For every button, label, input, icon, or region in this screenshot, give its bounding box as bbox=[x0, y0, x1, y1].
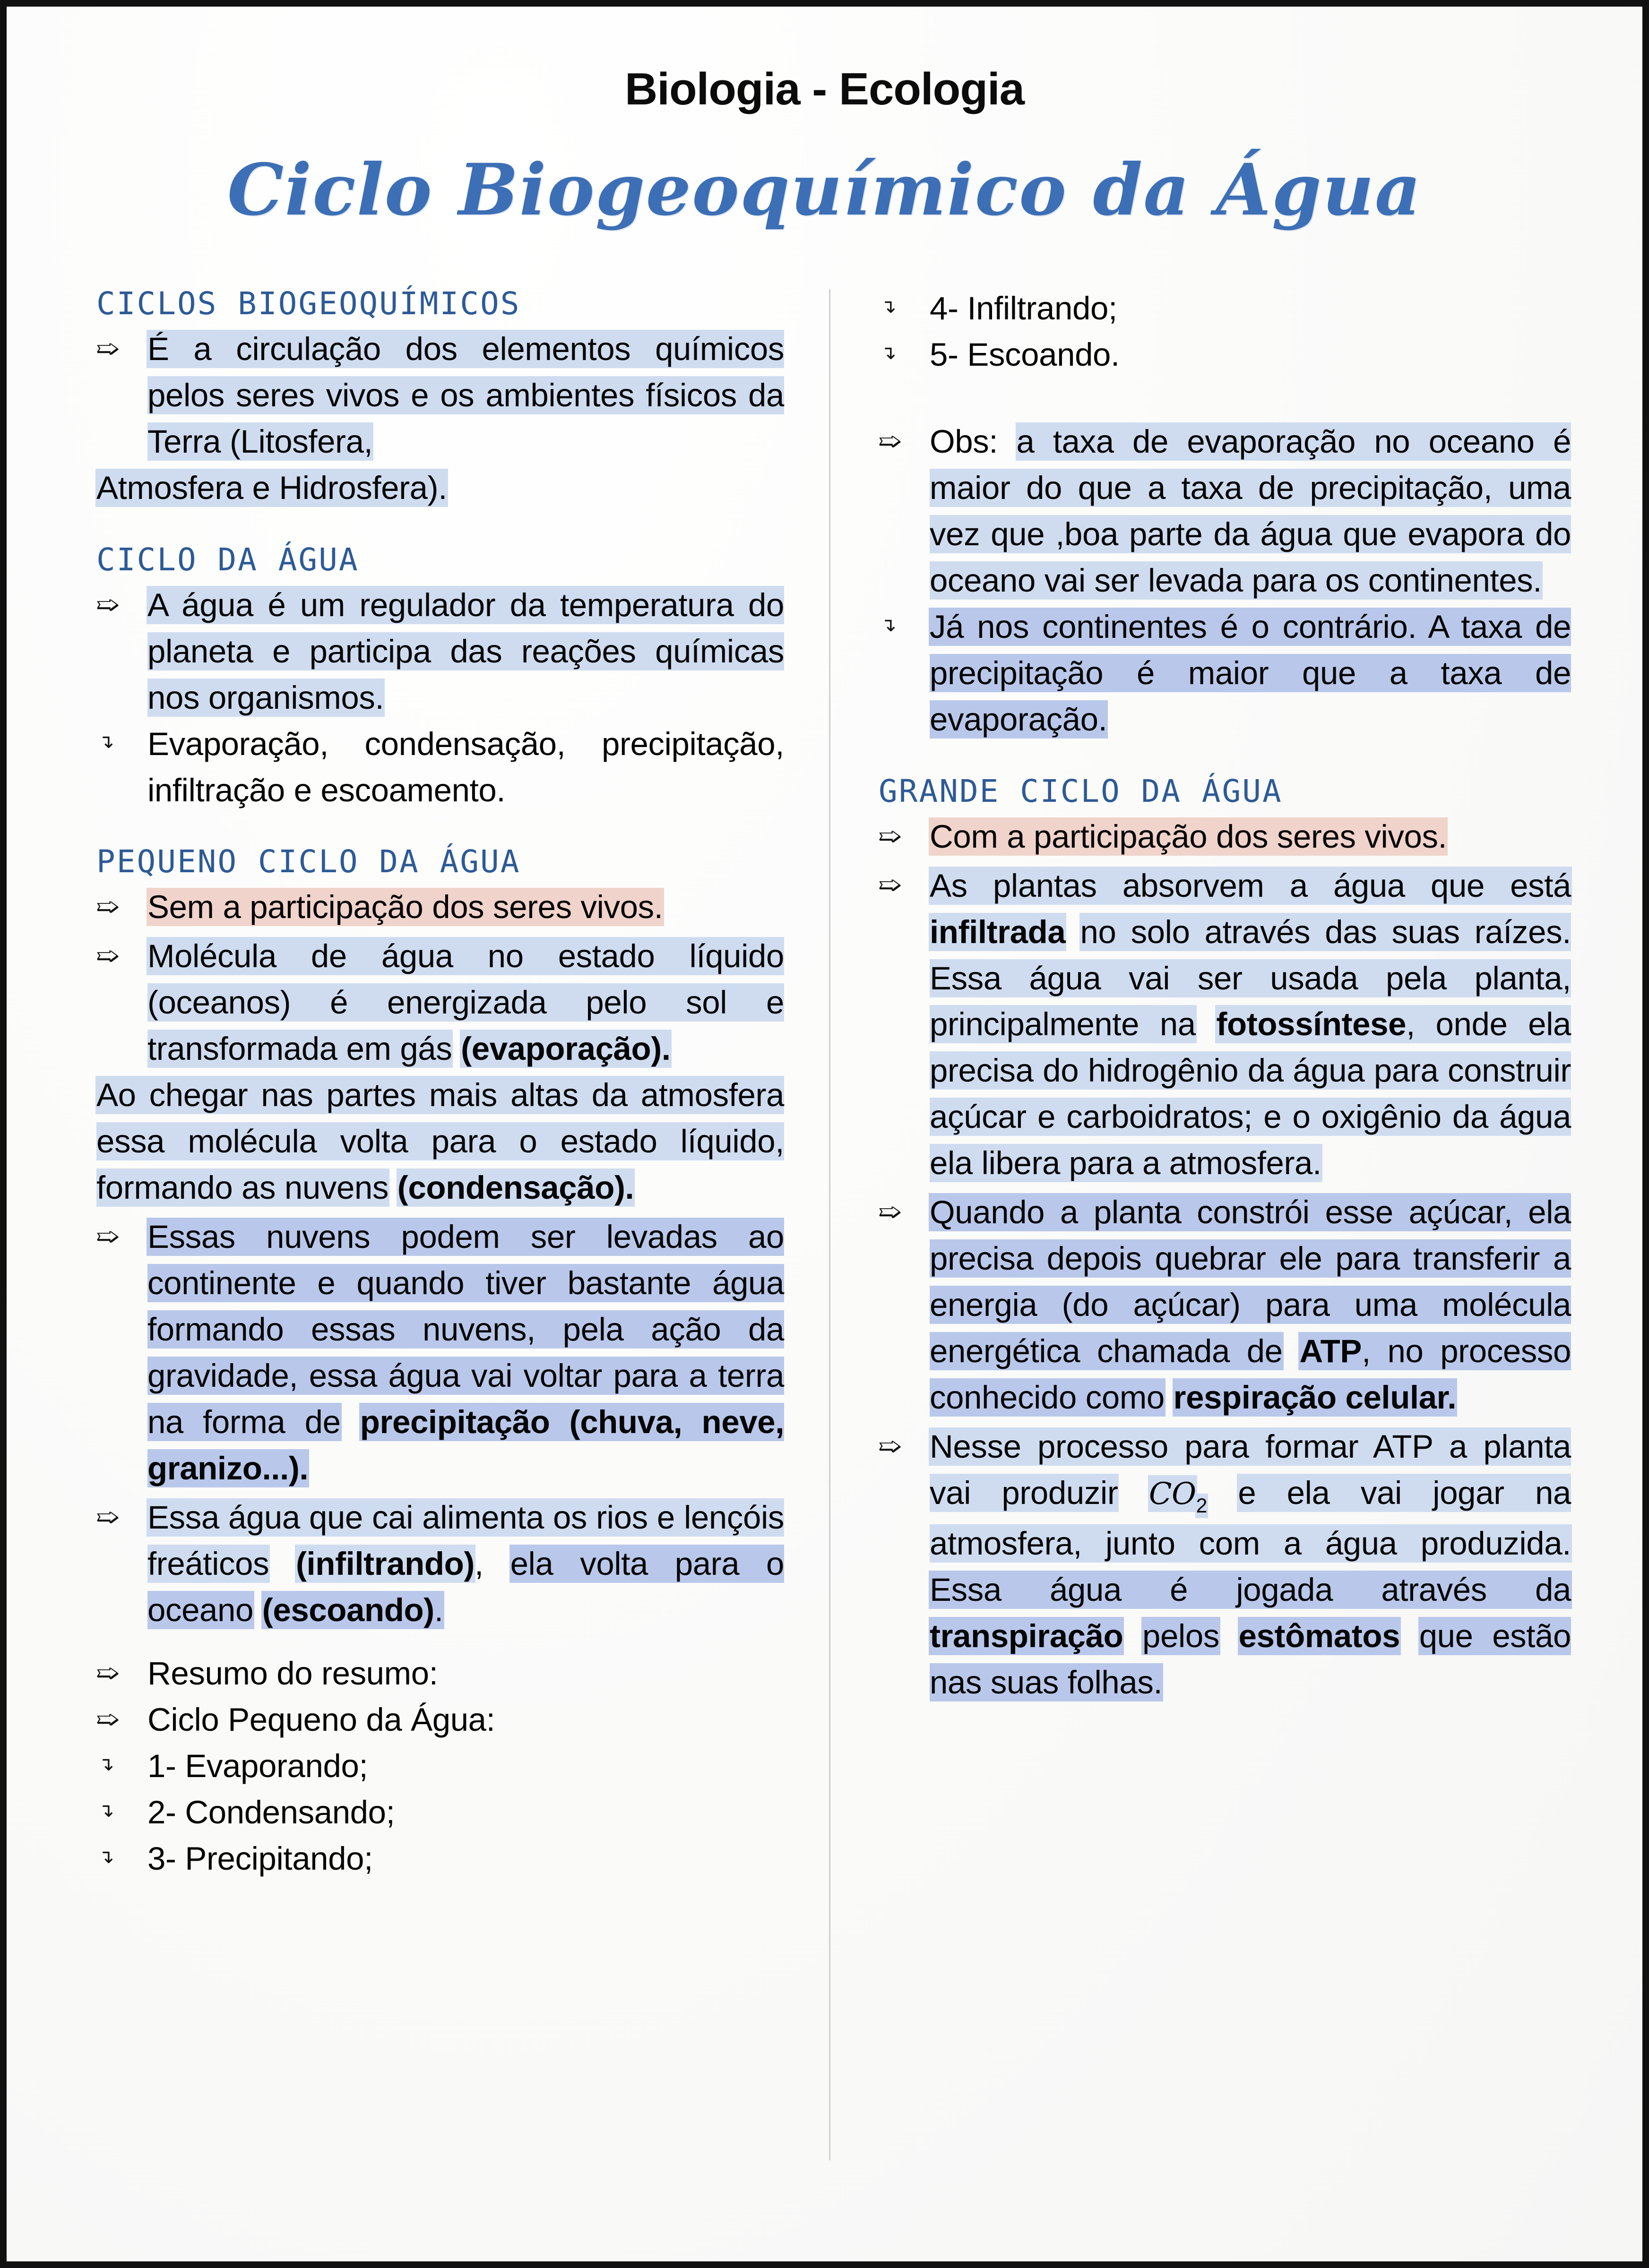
arrow-bullet-icon: ➯ bbox=[877, 1199, 902, 1224]
text-highlighted: Molécula de água no estado líquido (oceanos) é energizada pelo sol e transformada em gás bbox=[147, 938, 784, 1067]
text-highlighted-bold: estômatos bbox=[1238, 1617, 1400, 1654]
block-ciclos-biogeoquimicos bbox=[96, 326, 784, 511]
list-item-step-3 bbox=[96, 1836, 784, 1882]
text-highlighted-bold: ATP bbox=[1299, 1333, 1362, 1370]
paragraph bbox=[96, 1214, 784, 1492]
arrow-bullet-icon: ➯ bbox=[95, 1706, 120, 1731]
arrow-bullet-icon: ➯ bbox=[95, 894, 120, 919]
text-highlighted-bold: (infiltrando) bbox=[295, 1545, 475, 1582]
heading-grande-ciclo-da-agua: GRANDE CICLO DA ÁGUA bbox=[879, 773, 1283, 809]
paragraph-obs-2 bbox=[879, 604, 1571, 743]
page-title: Ciclo Biogeoquímico da Água bbox=[227, 148, 1422, 232]
text-plain: 5- Escoando. bbox=[930, 336, 1120, 373]
hook-bullet-icon: ↴ bbox=[881, 296, 897, 317]
spacer bbox=[879, 746, 1571, 773]
content-columns bbox=[7, 285, 1642, 2261]
text-highlighted: Ao chegar nas partes mais altas da atmosfera essa molécula volta para o estado líquido, formando as nuvens bbox=[96, 1077, 784, 1206]
block-pequeno-nuvens bbox=[96, 1214, 784, 1492]
block-observacao bbox=[879, 419, 1571, 743]
paragraph bbox=[879, 1424, 1571, 1706]
text-highlighted-dark: Essa água é jogada através da bbox=[930, 1571, 1571, 1608]
hook-bullet-icon: ↴ bbox=[98, 1800, 114, 1821]
text-highlighted-dark: pelos bbox=[1142, 1617, 1219, 1654]
text-highlighted: no solo através das suas raízes. Essa água vai ser usada pela planta, principalmente na bbox=[930, 913, 1571, 1043]
heading-ciclo-da-agua: CICLO DA ÁGUA bbox=[96, 541, 359, 578]
paragraph bbox=[879, 1189, 1571, 1421]
block-pequeno-molecula bbox=[96, 933, 784, 1211]
heading-pequeno-ciclo-da-agua: PEQUENO CICLO DA ÁGUA bbox=[96, 843, 521, 880]
paragraph-ciclo-pequeno bbox=[96, 1697, 784, 1743]
list-item-step-5 bbox=[879, 332, 1571, 378]
text-highlighted-dark: que estão nas suas folhas. bbox=[930, 1617, 1571, 1701]
arrow-bullet-icon: ➯ bbox=[877, 872, 902, 897]
text-highlighted-bold: (evaporação). bbox=[461, 1031, 671, 1067]
text-highlighted: É a circulação dos elementos químicos pelos seres vivos e os ambientes físicos da Terra (Litosfera, bbox=[147, 330, 784, 460]
spacer bbox=[96, 514, 784, 541]
text-highlighted: Essa água que cai alimenta os rios e lençóis freáticos bbox=[147, 1499, 784, 1582]
text-plain: 1- Evaporando; bbox=[147, 1747, 368, 1784]
hook-bullet-icon: ↴ bbox=[98, 731, 114, 753]
spacer bbox=[96, 1636, 784, 1650]
text-highlighted: e ela vai jogar na atmosfera, junto com a água produzida. bbox=[930, 1475, 1571, 1562]
text-highlighted-dark: Quando a planta constrói esse açúcar, ela precisa depois quebrar ele para transferir a energia (do açúcar) para uma molécula energética chamada de bbox=[930, 1194, 1571, 1370]
paragraph bbox=[96, 1495, 784, 1633]
text-highlighted: a taxa de evaporação no oceano é maior do que a taxa de precipitação, uma vez que ,boa parte da água que evapora do oceano vai ser levada para os continentes. bbox=[930, 423, 1571, 599]
text-plain: 3- Precipitando; bbox=[147, 1840, 373, 1877]
text-highlighted: A água é um regulador da temperatura do planeta e participa das reações químicas nos organismos. bbox=[147, 586, 784, 716]
text-highlighted-dark: , no processo conhecido como bbox=[930, 1333, 1571, 1416]
text-plain: , bbox=[475, 1545, 483, 1582]
chemical-formula-subscript: 2 bbox=[1196, 1495, 1207, 1518]
paragraph bbox=[96, 933, 784, 1072]
text-highlighted-bold: fotossíntese bbox=[1216, 1006, 1407, 1043]
chemical-formula-co2: CO bbox=[1148, 1476, 1196, 1512]
text-highlighted: As plantas absorvem a água que está bbox=[930, 867, 1571, 904]
paragraph bbox=[96, 465, 784, 511]
block-pequeno-infiltrando bbox=[96, 1495, 784, 1633]
arrow-bullet-icon: ➯ bbox=[95, 1504, 120, 1529]
paragraph bbox=[96, 884, 784, 930]
list-item-step-2 bbox=[96, 1789, 784, 1836]
text-plain: Evaporação, condensação, precipitação, infiltração e escoamento. bbox=[147, 725, 784, 808]
hook-bullet-icon: ↴ bbox=[98, 1753, 114, 1775]
left-column bbox=[96, 285, 784, 2261]
paragraph bbox=[879, 814, 1571, 860]
text-highlighted-bold: (condensação). bbox=[397, 1169, 634, 1206]
obs-label: Obs: bbox=[930, 423, 998, 460]
text-plain: Ciclo Pequeno da Água: bbox=[147, 1701, 495, 1738]
text-highlighted-pink: Sem a participação dos seres vivos. bbox=[147, 889, 663, 926]
paragraph bbox=[96, 1072, 784, 1211]
page-subject: Biologia - Ecologia bbox=[624, 64, 1025, 114]
text-highlighted: , onde ela precisa do hidrogênio da água para construir açúcar e carboidratos; e o oxigênio da água ela libera para a atmosfera. bbox=[930, 1006, 1571, 1182]
text-highlighted-bold: infiltrada bbox=[930, 913, 1066, 950]
arrow-bullet-icon: ➯ bbox=[877, 428, 902, 453]
paragraph-resumo bbox=[96, 1650, 784, 1697]
text-highlighted-pink: Com a participação dos seres vivos. bbox=[930, 818, 1447, 855]
text-highlighted-bold: precipitação (chuva, neve, granizo...). bbox=[147, 1404, 784, 1486]
block-grande-co2-transpiracao bbox=[879, 1424, 1571, 1706]
paragraph bbox=[879, 863, 1571, 1187]
text-highlighted: Atmosfera e Hidrosfera). bbox=[96, 469, 447, 506]
paragraph bbox=[96, 721, 784, 814]
hook-bullet-icon: ↴ bbox=[881, 614, 897, 636]
arrow-bullet-icon: ➯ bbox=[95, 335, 120, 361]
list-item-step-1 bbox=[96, 1743, 784, 1789]
text-highlighted: Nesse processo para formar ATP a planta vai produzir bbox=[930, 1428, 1571, 1512]
paragraph bbox=[96, 326, 784, 465]
text-plain: 4- Infiltrando; bbox=[930, 290, 1117, 326]
heading-ciclos-biogeoquimicos: CICLOS BIOGEOQUÍMICOS bbox=[96, 285, 521, 322]
paragraph bbox=[96, 582, 784, 721]
spacer bbox=[96, 816, 784, 843]
spacer bbox=[879, 378, 1571, 419]
arrow-bullet-icon: ➯ bbox=[95, 943, 120, 968]
text-highlighted-dark: . bbox=[434, 1591, 443, 1628]
list-item-step-4 bbox=[879, 285, 1571, 332]
text-highlighted-dark: Essas nuvens podem ser levadas ao continente e quando tiver bastante água formando essas nuvens, pela ação da gravidade, essa água vai voltar para a terra na forma de bbox=[147, 1219, 784, 1440]
text-highlighted-bold: (escoando) bbox=[262, 1591, 434, 1628]
hook-bullet-icon: ↴ bbox=[98, 1846, 114, 1867]
text-highlighted-dark: Já nos continentes é o contrário. A taxa de precipitação é maior que a taxa de evaporação. bbox=[930, 608, 1571, 738]
arrow-bullet-icon: ➯ bbox=[95, 592, 120, 617]
text-highlighted-bold: respiração celular. bbox=[1173, 1379, 1457, 1416]
text-plain: 2- Condensando; bbox=[147, 1794, 395, 1830]
paragraph-obs bbox=[879, 419, 1571, 604]
block-grande-com-participacao bbox=[879, 814, 1571, 860]
text-highlighted-dark: ela volta para o oceano bbox=[147, 1545, 784, 1628]
arrow-bullet-icon: ➯ bbox=[95, 1224, 120, 1249]
text-plain: Resumo do resumo: bbox=[147, 1655, 438, 1692]
hook-bullet-icon: ↴ bbox=[881, 342, 897, 363]
arrow-bullet-icon: ➯ bbox=[877, 823, 902, 848]
arrow-bullet-icon: ➯ bbox=[95, 1660, 120, 1685]
block-ciclo-da-agua bbox=[96, 582, 784, 814]
text-highlighted-bold: transpiração bbox=[930, 1617, 1123, 1654]
block-grande-acucar-atp bbox=[879, 1189, 1571, 1421]
block-grande-plantas bbox=[879, 863, 1571, 1187]
arrow-bullet-icon: ➯ bbox=[877, 1434, 902, 1459]
block-pequeno-sem-participacao bbox=[96, 884, 784, 930]
right-column bbox=[879, 285, 1571, 2261]
